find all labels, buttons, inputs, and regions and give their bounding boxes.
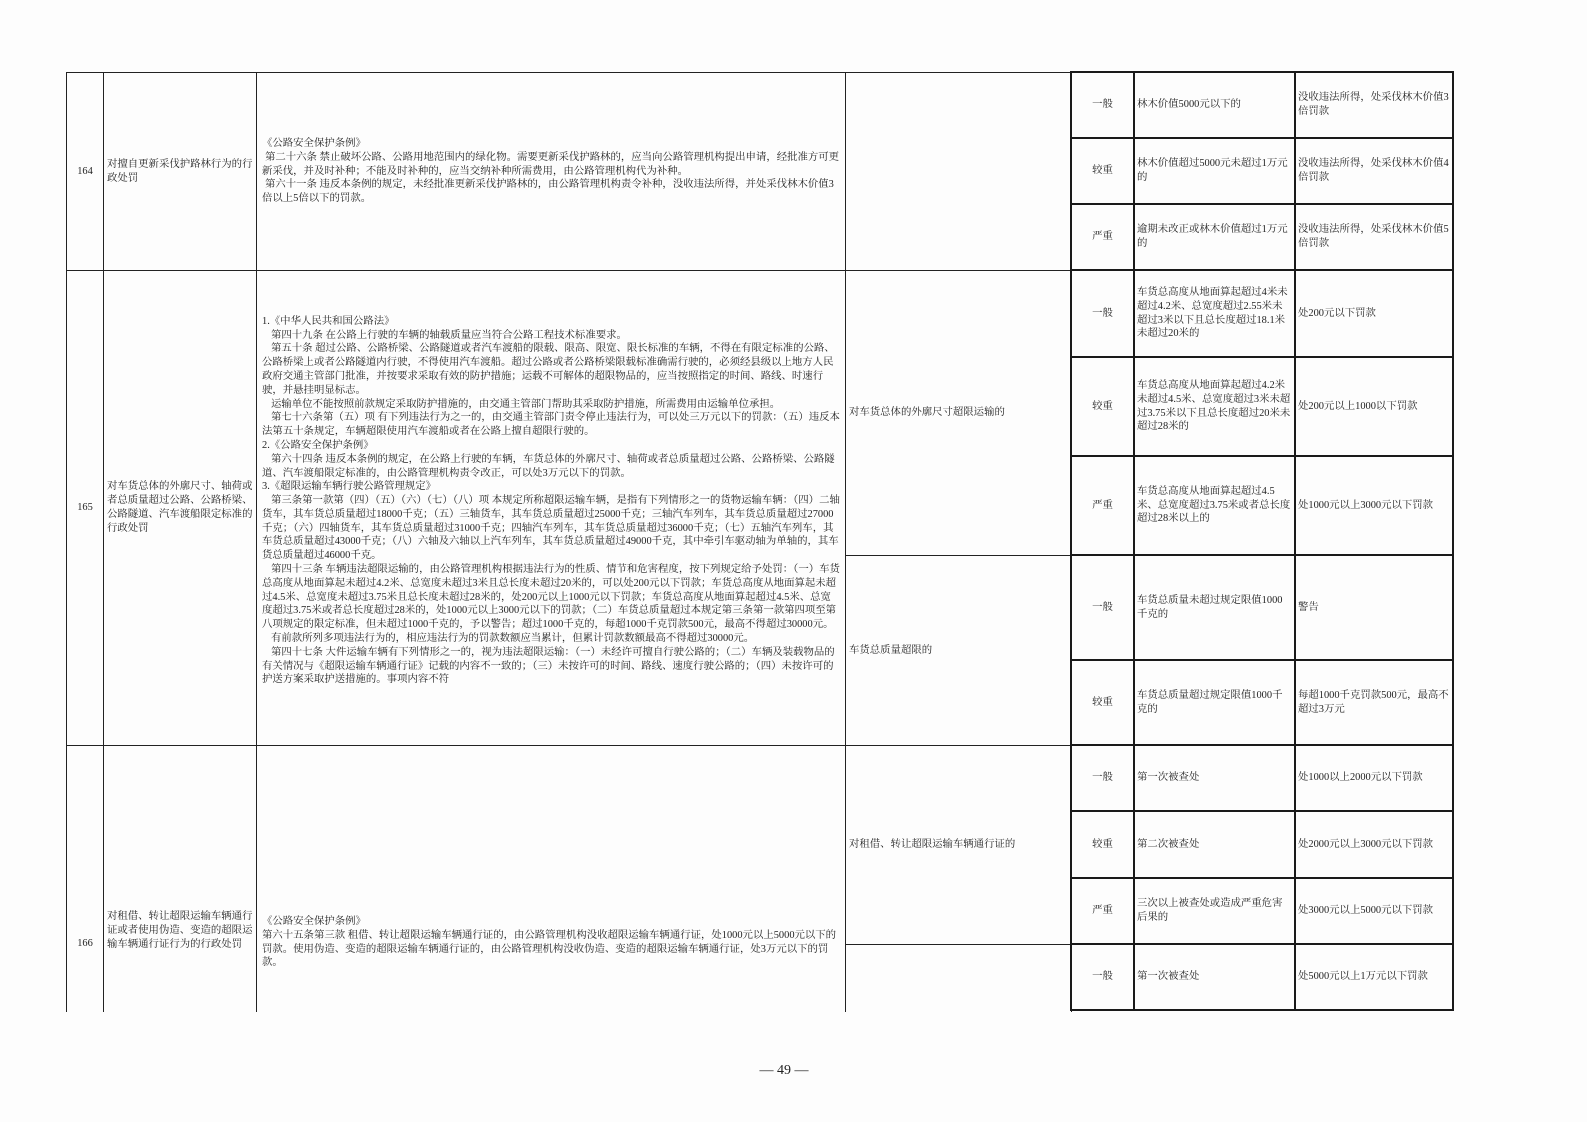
degree-label: 较重: [1092, 696, 1113, 708]
violation-text: 车货总质量超限的: [849, 644, 933, 656]
item-number: 164: [77, 165, 93, 177]
legal-basis-paragraph: 第三条第一款第（四）（五）（六）（七）（八）项 本规定所称超限运输车辆，是指有下列情形之一的货物运输车辆：（四）二轴货车，其车货总质量超过18000千克；（五）三轴货车，其车货总质量超过25000千克；三轴汽车列车，其车货总质量超过27000千克；（六）四轴货车，其车货总质量超过31000千克；四轴汽车列车，其车货总质量超过36000千克；（七）五轴汽车列车，其车货总质量超过43000千克；（八）六轴及六轴以上汽车列车，其车货总质量超过49000千克，其中牵引车驱动轴为单轴的，其车货总质量超过46000千克。: [262, 495, 840, 562]
degree-label: 较重: [1092, 838, 1113, 850]
circumstance-text: 车货总高度从地面算起超过4米未超过4.2米、总宽度超过2.55米未超过3米以下且总长度超过18.1米未超过20米的: [1137, 286, 1288, 340]
circumstance-text: 第一次被查处: [1137, 971, 1200, 983]
row-165-circumstance-cell: [1133, 455, 1296, 556]
row-166-degree-cell: [1070, 810, 1135, 879]
row-165-circumstance-cell: [1133, 554, 1296, 661]
row-164-penalty-cell: [1294, 203, 1454, 271]
legal-basis-paragraph: 第六十一条 违反本条例的规定，未经批准更新采伐护路林的，由公路管理机构责令补种，没收违法所得，并处采伐林木价值3倍以上5倍以下的罚款。: [262, 179, 834, 205]
violation-text: 对租借、转让超限运输车辆通行证的: [849, 839, 1016, 851]
legal-basis-paragraph: 第六十四条 违反本条例的规定，在公路上行驶的车辆，车货总体的外廓尺寸、轴荷或者总质量超过公路、公路桥梁、公路隧道、汽车渡船限定标准的，由公路管理机构责令改正，可以处3万元以下的罚款。: [262, 453, 835, 479]
row-164-degree-cell: [1070, 137, 1135, 205]
penalty-text: 没收违法所得，处采伐林木价值5倍罚款: [1298, 224, 1449, 249]
legal-basis-heading: 《公路安全保护条例》: [262, 916, 366, 927]
circumstance-text: 第二次被查处: [1137, 838, 1200, 850]
row-164-penalty-cell: [1294, 137, 1454, 205]
degree-label: 严重: [1092, 905, 1113, 917]
item-number: 166: [77, 938, 93, 949]
row-165-legal-basis-cell: [256, 270, 846, 746]
penalty-text: 处200元以下罚款: [1298, 307, 1376, 319]
circumstance-text: 逾期未改正或林木价值超过1万元的: [1137, 224, 1288, 249]
circumstance-text: 林木价值5000元以下的: [1137, 99, 1241, 111]
legal-basis-text: [262, 137, 841, 206]
circumstance-text: 第一次被查处: [1137, 772, 1200, 784]
penalty-text: 处2000元以上3000元以下罚款: [1298, 838, 1434, 850]
row-165-penalty-cell: [1294, 356, 1454, 457]
row-166-circumstance-cell: [1133, 810, 1296, 879]
row-166-penalty-cell: [1294, 943, 1454, 1011]
degree-label: 较重: [1092, 165, 1113, 177]
row-165-degree-cell: [1070, 659, 1135, 746]
row-166-penalty-cell: [1294, 877, 1454, 945]
row-166-degree-cell: [1070, 744, 1135, 812]
row-166-penalty-cell: [1294, 810, 1454, 879]
legal-basis-paragraph: 有前款所列多项违法行为的，相应违法行为的罚款数额应当累计，但累计罚款数额最高不得超过30000元。: [271, 633, 755, 645]
legal-basis-text: [262, 915, 841, 970]
row-164-circumstance-cell: [1133, 203, 1296, 271]
row-165-circumstance-cell: [1133, 269, 1296, 358]
legal-basis-paragraph: 运输单位不能按照前款规定采取防护措施的，由交通主管部门帮助其采取防护措施，所需费用由运输单位承担。: [271, 398, 781, 410]
row-164-degree-cell: [1070, 203, 1135, 271]
legal-basis-heading: 1.《中华人民共和国公路法》: [262, 315, 395, 327]
degree-label: 一般: [1092, 601, 1113, 613]
row-165-degree-cell: [1070, 455, 1135, 556]
degree-label: 较重: [1092, 400, 1113, 412]
legal-basis-heading: 2.《公路安全保护条例》: [262, 439, 374, 451]
degree-label: 一般: [1092, 99, 1113, 111]
row-165-number-cell: [66, 270, 104, 746]
row-166-circumstance-cell: [1133, 877, 1296, 945]
legal-basis-paragraph: 第六十五条第三款 租借、转让超限运输车辆通行证的，由公路管理机构没收超限运输车辆通行证，处1000元以上5000元以下的罚款。使用伪造、变造的超限运输车辆通行证的，由公路管理机构没收伪造、变造的超限运输车辆通行证，处3万元以下的罚款。: [262, 929, 837, 969]
row-165-circumstance-cell: [1133, 356, 1296, 457]
degree-label: 一般: [1092, 772, 1113, 784]
degree-label: 一般: [1092, 307, 1113, 319]
circumstance-text: 三次以上被查处或造成严重危害后果的: [1137, 898, 1283, 923]
row-166-penalty-cell: [1294, 744, 1454, 812]
penalty-text: 警告: [1298, 601, 1319, 613]
penalty-text: 处5000元以上1万元以下罚款: [1298, 971, 1428, 983]
degree-label: 严重: [1092, 499, 1113, 511]
row-164-circumstance-cell: [1133, 137, 1296, 205]
row-165-penalty-cell: [1294, 554, 1454, 661]
row-166-number-cell: [66, 745, 104, 1012]
legal-basis-paragraph: 第四十九条 在公路上行驶的车辆的轴载质量应当符合公路工程技术标准要求。: [271, 329, 627, 341]
row-164-penalty-cell: [1294, 71, 1454, 139]
violation-text: 对车货总体的外廓尺寸超限运输的: [849, 407, 1005, 419]
legal-basis-text: [262, 315, 841, 688]
row-166-violation-cell: [845, 745, 1072, 945]
circumstance-text: 车货总质量未超过规定限值1000千克的: [1137, 594, 1283, 620]
degree-label: 严重: [1092, 231, 1113, 243]
row-165-penalty-cell: [1294, 455, 1454, 556]
row-165-violation-cell: [845, 555, 1072, 746]
penalty-text: 每超1000千克罚款500元，最高不超过3万元: [1298, 689, 1449, 715]
row-164-circumstance-cell: [1133, 71, 1296, 139]
degree-label: 一般: [1092, 971, 1113, 983]
circumstance-text: 林木价值超过5000元未超过1万元的: [1137, 158, 1288, 183]
item-name: 对擅自更新采伐护路林行为的行政处罚: [107, 158, 253, 184]
legal-basis-paragraph: 第七十六条第（五）项 有下列违法行为之一的，由交通主管部门责令停止违法行为，可以处三万元以下的罚款：（五）违反本法第五十条规定，车辆超限使用汽车渡船或者在公路上擅自超限行驶的。: [262, 412, 840, 438]
legal-basis-paragraph: 第四十三条 车辆违法超限运输的，由公路管理机构根据违法行为的性质、情节和危害程度，按下列规定给予处罚：（一）车货总高度从地面算起未超过4.2米、总宽度未超过3米且总长度未超过20米的，可以处200元以下罚款；车货总高度从地面算起未超过4.5米、总宽度未超过3.75米且总长度未超过28米的，处200元以上1000元以下罚款；车货总高度从地面算起超过4.5米、总宽度超过3.75米或者总长度超过28米的，处1000元以上3000元以下的罚款；（二）车货总质量超过本规定第三条第一款第四项至第八项规定的限定标准，但未超过1000千克的，予以警告；超过1000千克的，每超1000千克罚款500元，最高不得超过30000元。: [262, 564, 840, 631]
penalty-text: 处1000以上2000元以下罚款: [1298, 772, 1423, 784]
penalty-text: 没收违法所得，处采伐林木价值3倍罚款: [1298, 92, 1449, 117]
circumstance-text: 车货总高度从地面算起超过4.5米、总宽度超过3.75米或者总长度超过28米以上的: [1137, 485, 1291, 525]
row-164-item-cell: [103, 72, 257, 271]
penalty-text: 处200元以上1000以下罚款: [1298, 400, 1418, 412]
row-165-degree-cell: [1070, 269, 1135, 358]
row-164-violation-cell: [845, 72, 1072, 271]
row-166-violation-cell: [845, 944, 1072, 1012]
circumstance-text: 车货总高度从地面算起超过4.2米未超过4.5米、总宽度超过3米未超过3.75米以下且总长度超过20米未超过28米的: [1137, 379, 1291, 433]
item-name: 对车货总体的外廓尺寸、轴荷或者总质量超过公路、公路桥梁、公路隧道、汽车渡船限定标准的行政处罚: [107, 481, 253, 534]
legal-basis-heading: 3.《超限运输车辆行驶公路管理规定》: [262, 481, 437, 493]
penalty-text: 处3000元以上5000元以下罚款: [1298, 905, 1434, 917]
row-165-degree-cell: [1070, 356, 1135, 457]
legal-basis-paragraph: 第二十六条 禁止破坏公路、公路用地范围内的绿化物。需要更新采伐护路林的，应当向公路管理机构提出申请，经批准方可更新采伐，并及时补种；不能及时补种的，应当交纳补种所需费用，由公路管理机构代为补种。: [262, 151, 840, 177]
legal-basis-paragraph: 第四十七条 大件运输车辆有下列情形之一的，视为违法超限运输：（一）未经许可擅自行驶公路的；（二）车辆及装载物品的有关情况与《超限运输车辆通行证》记载的内容不一致的；（三）未按许可的时间、路线、速度行驶公路的；（四）未按许可的护送方案采取护送措施的。事项内容不符: [262, 646, 835, 686]
row-166-legal-basis-cell: [256, 745, 846, 1012]
circumstance-text: 车货总质量超过规定限值1000千克的: [1137, 689, 1283, 715]
row-165-penalty-cell: [1294, 659, 1454, 746]
row-164-degree-cell: [1070, 71, 1135, 139]
item-number: 165: [77, 502, 93, 514]
page-number: — 49 —: [759, 1063, 809, 1078]
row-166-circumstance-cell: [1133, 744, 1296, 812]
row-165-penalty-cell: [1294, 269, 1454, 358]
row-165-violation-cell: [845, 270, 1072, 556]
row-166-degree-cell: [1070, 943, 1135, 1011]
row-165-circumstance-cell: [1133, 659, 1296, 746]
row-164-legal-basis-cell: [256, 72, 846, 271]
row-166-degree-cell: [1070, 877, 1135, 945]
legal-basis-heading: 《公路安全保护条例》: [262, 138, 366, 149]
row-166-item-cell: [103, 745, 257, 1012]
row-165-item-cell: [103, 270, 257, 746]
row-166-circumstance-cell: [1133, 943, 1296, 1011]
penalty-text: 处1000元以上3000元以下罚款: [1298, 499, 1434, 511]
legal-basis-paragraph: 第五十条 超过公路、公路桥梁、公路隧道或者汽车渡船的限载、限高、限宽、限长标准的车辆，不得在有限定标准的公路、公路桥梁上或者公路隧道内行驶，不得使用汽车渡船。超过公路或者公路桥梁限载标准确需行驶的，必须经县级以上地方人民政府交通主管部门批准，并按要求采取有效的防护措施；运载不可解体的超限物品的，应当按照指定的时间、路线、时速行驶，并悬挂明显标志。: [262, 343, 835, 396]
row-164-number-cell: [66, 72, 104, 271]
item-name: 对租借、转让超限运输车辆通行证或者使用伪造、变造的超限运输车辆通行证行为的行政处罚: [107, 911, 253, 950]
row-165-degree-cell: [1070, 554, 1135, 661]
penalty-text: 没收违法所得，处采伐林木价值4倍罚款: [1298, 158, 1449, 183]
